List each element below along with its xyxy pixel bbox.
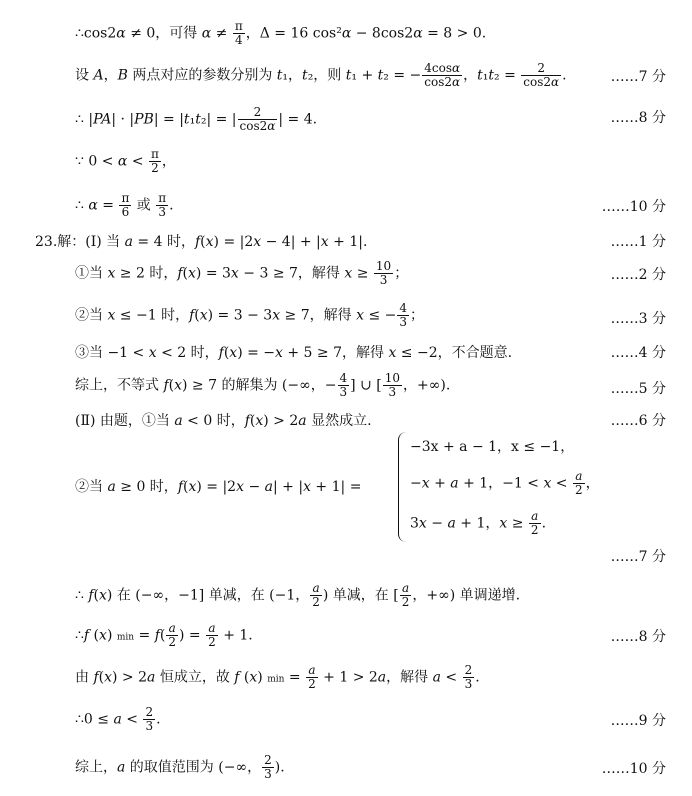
line-4: ∵ 0 < α < $\frac{\pi}{2}$ ， (75, 147, 176, 176)
score-1: ……1 分 (610, 234, 666, 250)
piecewise-case-2: −x + a + 1，−1 < x < $\frac{a}{2}$ ， (410, 469, 600, 498)
score-3: ……3 分 (610, 311, 666, 327)
score-8b: ……8 分 (610, 629, 666, 645)
piecewise-case-3: 3x − a + 1，x ≥ $\frac{a}{2}$ . (410, 509, 547, 538)
score-5: ……5 分 (610, 381, 666, 397)
line-15: 由 f(x) > 2a 恒成立，故 f (x) min = $\frac{a}{2}$ + 1 > 2a，解得 a < $\frac{2}{3}$ . (75, 663, 480, 692)
score-4: ……4 分 (610, 345, 666, 361)
line-13: ∴ f(x) 在 (−∞，−1] 单减，在 (−1， $\frac{a}{2}$ ) 单减，在 [ $\frac{a}{2}$ ，+∞) 单调递增. (75, 581, 521, 610)
line-9: ③当 −1 < x < 2 时，f(x) = −x + 5 ≥ 7，解得 x ≤ −2，不合题意. (75, 345, 513, 361)
line-12: ②当 a ≥ 0 时，f(x) = |2x − a| + |x + 1| = (75, 479, 362, 495)
line-8: ②当 x ≤ −1 时，f(x) = 3 − 3x ≥ 7，解得 x ≤ − $\frac{4}{3}$ ； (75, 301, 425, 330)
line-14: ∴f (x) min = f( $\frac{a}{2}$ ) = $\frac{a}{2}$ + 1. (75, 621, 253, 650)
score-10a: ……10 分 (601, 199, 666, 215)
score-6: ……6 分 (610, 413, 666, 429)
line-1: ∴cos2α ≠ 0，可得 α ≠ $\frac{\pi}{4}$ ，Δ = 16 cos²α − 8cos2α = 8 > 0. (75, 19, 487, 48)
score-10b: ……10 分 (601, 761, 666, 777)
line-11: (Ⅱ) 由题，①当 a < 0 时，f(x) > 2a 显然成立. (75, 413, 372, 429)
line-10: 综上，不等式 f(x) ≥ 7 的解集为 (−∞，− $\frac{4}{3}$ ] ∪ [ $\frac{10}{3}$ ，+∞). (75, 371, 451, 400)
line-2: 设 A，B 两点对应的参数分别为 t₁，t₂，则 t₁ + t₂ = − $\frac{4\cos\alpha}{\cos 2\alpha}$ ，t₁t₂ = $\frac{2}{\cos 2\alpha}$ . (75, 61, 567, 90)
line-6: 23.解：(Ⅰ) 当 a = 4 时，f(x) = |2x − 4| + |x + 1|. (35, 234, 368, 250)
line-3: ∴ |PA| · |PB| = |t₁t₂| = | $\frac{2}{\cos 2\alpha}$ | = 4. (75, 105, 318, 134)
line-17: 综上，a 的取值范围为 (−∞， $\frac{2}{3}$ ). (75, 753, 285, 782)
line-5: ∴ α = $\frac{\pi}{6}$ 或 $\frac{\pi}{3}$ . (75, 191, 174, 220)
piecewise-case-1: −3x + a − 1，x ≤ −1， (410, 439, 575, 455)
score-2: ……2 分 (610, 267, 666, 283)
score-8a: ……8 分 (610, 110, 666, 126)
piecewise-brace (398, 432, 409, 542)
score-7a: ……7 分 (610, 69, 666, 85)
line-7: ①当 x ≥ 2 时，f(x) = 3x − 3 ≥ 7，解得 x ≥ $\frac{10}{3}$ ； (75, 259, 409, 288)
score-9: ……9 分 (610, 713, 666, 729)
line-16: ∴0 ≤ a < $\frac{2}{3}$ . (75, 705, 161, 734)
score-7b: ……7 分 (610, 549, 666, 565)
